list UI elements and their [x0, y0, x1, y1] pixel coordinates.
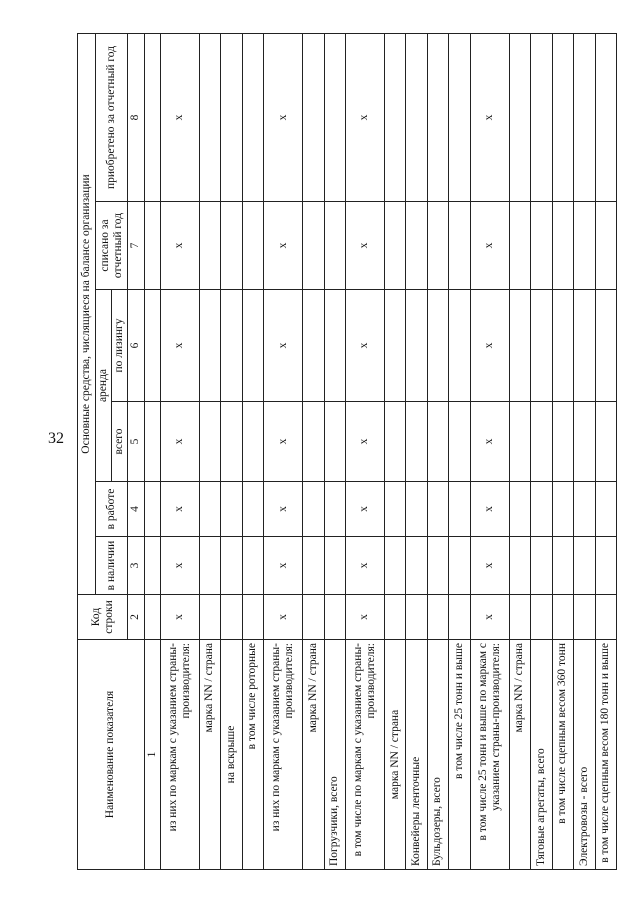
- table-cell: [324, 33, 345, 201]
- table-cell: [406, 595, 427, 640]
- table-cell: [595, 290, 616, 402]
- table-cell: [531, 595, 552, 640]
- table-cell: [384, 33, 405, 201]
- table-cell: [144, 202, 160, 290]
- table-cell: x: [264, 33, 303, 201]
- table-cell: [595, 537, 616, 595]
- table-cell: [242, 33, 263, 201]
- table-cell: [449, 595, 470, 640]
- header-acquired: приобретено за отчетный год: [96, 33, 128, 201]
- table-cell: [427, 595, 448, 640]
- table-cell: [574, 290, 595, 402]
- table-cell: [595, 482, 616, 537]
- table-cell: [303, 402, 324, 482]
- table-row: [531, 33, 552, 869]
- table-cell: [303, 482, 324, 537]
- table-row: [406, 33, 427, 869]
- row-label: марка NN / страна: [303, 640, 324, 870]
- table-cell: [552, 33, 573, 201]
- table-cell: [531, 537, 552, 595]
- table-row: [552, 33, 573, 869]
- row-label: марка NN / страна: [199, 640, 220, 870]
- table-cell: x: [470, 595, 509, 640]
- table-cell: x: [346, 33, 385, 201]
- table-cell: [509, 482, 530, 537]
- table-cell: [595, 402, 616, 482]
- table-row: [574, 33, 595, 869]
- table-cell: x: [160, 402, 199, 482]
- table-cell: [242, 537, 263, 595]
- header-lease: аренда: [96, 290, 112, 482]
- table-cell: [303, 537, 324, 595]
- table-cell: [324, 482, 345, 537]
- column-number: 3: [128, 537, 144, 595]
- table-cell: [324, 595, 345, 640]
- table-cell: [199, 290, 220, 402]
- row-label: из них по маркам с указанием страны-производителя:: [264, 640, 303, 870]
- column-number: 7: [128, 202, 144, 290]
- table-cell: [449, 33, 470, 201]
- table-cell: [427, 537, 448, 595]
- table-cell: [449, 482, 470, 537]
- table-cell: x: [346, 482, 385, 537]
- table-cell: [242, 595, 263, 640]
- table-row: [470, 33, 509, 869]
- table-cell: [199, 595, 220, 640]
- table-cell: [574, 482, 595, 537]
- row-label: в том числе роторные: [242, 640, 263, 870]
- table-cell: [552, 290, 573, 402]
- table-cell: x: [470, 482, 509, 537]
- table-cell: [384, 595, 405, 640]
- table-cell: x: [160, 202, 199, 290]
- table-cell: [449, 402, 470, 482]
- table-cell: [552, 595, 573, 640]
- table-cell: [221, 33, 242, 201]
- table-row: [384, 33, 405, 869]
- table-cell: [324, 537, 345, 595]
- table-cell: [552, 537, 573, 595]
- table-row: [199, 33, 220, 869]
- table-cell: x: [160, 33, 199, 201]
- table-cell: [384, 482, 405, 537]
- table-cell: x: [346, 202, 385, 290]
- table-cell: [221, 537, 242, 595]
- table-row: [221, 33, 242, 869]
- table-cell: x: [346, 290, 385, 402]
- table-cell: [406, 33, 427, 201]
- table-cell: [303, 595, 324, 640]
- table-cell: [303, 290, 324, 402]
- table-cell: [199, 202, 220, 290]
- table-cell: x: [160, 537, 199, 595]
- table-cell: [574, 202, 595, 290]
- header-written-off: списано за отчетный год: [96, 202, 128, 290]
- table-cell: [427, 202, 448, 290]
- table-cell: [199, 402, 220, 482]
- table-cell: [574, 402, 595, 482]
- table-cell: x: [160, 290, 199, 402]
- table-cell: [144, 33, 160, 201]
- row-label: в том числе сцепным весом 360 тонн: [552, 640, 573, 870]
- table-cell: [531, 33, 552, 201]
- table-cell: x: [264, 202, 303, 290]
- table-cell: x: [346, 402, 385, 482]
- table-cell: [199, 537, 220, 595]
- table-cell: [552, 402, 573, 482]
- page-number: 32: [48, 430, 64, 447]
- table-cell: [303, 33, 324, 201]
- table-row: [346, 33, 385, 869]
- table-cell: [427, 33, 448, 201]
- table-cell: [221, 482, 242, 537]
- row-label: Конвейеры ленточные: [406, 640, 427, 870]
- table-row: [427, 33, 448, 869]
- table-cell: [531, 482, 552, 537]
- table-cell: [221, 202, 242, 290]
- table-cell: [242, 482, 263, 537]
- table-cell: [144, 482, 160, 537]
- table-row: [303, 33, 324, 869]
- table-cell: x: [264, 290, 303, 402]
- table-cell: x: [470, 537, 509, 595]
- table-cell: [303, 202, 324, 290]
- table-cell: [144, 290, 160, 402]
- table-cell: [509, 402, 530, 482]
- table-cell: [509, 33, 530, 201]
- row-label: из них по маркам с указанием страны-производителя:: [160, 640, 199, 870]
- row-label: марка NN / страна: [509, 640, 530, 870]
- row-label: марка NN / страна: [384, 640, 405, 870]
- table-cell: x: [160, 595, 199, 640]
- column-number: 4: [128, 482, 144, 537]
- table-cell: [221, 595, 242, 640]
- table-cell: [574, 537, 595, 595]
- table-cell: x: [470, 290, 509, 402]
- row-label: Погрузчики, всего: [324, 640, 345, 870]
- table-row: [449, 33, 470, 869]
- row-label: Электровозы - всего: [574, 640, 595, 870]
- column-number: 1: [144, 640, 160, 870]
- column-number: 5: [128, 402, 144, 482]
- table-cell: [595, 595, 616, 640]
- table-row: [324, 33, 345, 869]
- column-number: 2: [128, 595, 144, 640]
- table-cell: [199, 33, 220, 201]
- header-working: в работе: [96, 482, 128, 537]
- table-cell: [427, 290, 448, 402]
- table-cell: x: [264, 595, 303, 640]
- header-lease-leasing: по лизингу: [112, 290, 128, 402]
- table-cell: [406, 402, 427, 482]
- table-cell: [144, 595, 160, 640]
- table-cell: [449, 537, 470, 595]
- table-cell: [449, 290, 470, 402]
- table-cell: [574, 595, 595, 640]
- table-row: [242, 33, 263, 869]
- table-cell: [595, 33, 616, 201]
- row-label: Бульдозеры, всего: [427, 640, 448, 870]
- row-label: Тяговые агрегаты, всего: [531, 640, 552, 870]
- table-cell: [449, 202, 470, 290]
- table-cell: [242, 202, 263, 290]
- table-row: [264, 33, 303, 869]
- row-label: в том числе сцепным весом 180 тонн и выше: [595, 640, 616, 870]
- table-cell: x: [264, 402, 303, 482]
- header-name: Наименование показателя: [78, 640, 145, 870]
- table-cell: [406, 202, 427, 290]
- table-cell: [242, 402, 263, 482]
- table-cell: [427, 402, 448, 482]
- table-cell: [509, 537, 530, 595]
- table-cell: x: [160, 482, 199, 537]
- table-cell: [552, 482, 573, 537]
- table-cell: x: [346, 595, 385, 640]
- header-available: в наличии: [96, 537, 128, 595]
- table-cell: [531, 290, 552, 402]
- table-cell: x: [264, 482, 303, 537]
- table-cell: [384, 202, 405, 290]
- table-cell: [221, 290, 242, 402]
- rotated-table-wrapper: [77, 34, 617, 870]
- table-cell: [384, 402, 405, 482]
- table-row: [509, 33, 530, 869]
- table-cell: [384, 537, 405, 595]
- table-cell: [531, 202, 552, 290]
- table-cell: [427, 482, 448, 537]
- table-row: [160, 33, 199, 869]
- table-cell: x: [470, 202, 509, 290]
- table-cell: [324, 402, 345, 482]
- row-label: на вскрыше: [221, 640, 242, 870]
- table-cell: [509, 202, 530, 290]
- table-cell: [384, 290, 405, 402]
- table-row: [595, 33, 616, 869]
- table-cell: [531, 402, 552, 482]
- table-cell: [574, 33, 595, 201]
- table-cell: [509, 290, 530, 402]
- table-cell: [324, 202, 345, 290]
- table-cell: x: [346, 537, 385, 595]
- header-lease-total: всего: [112, 402, 128, 482]
- assets-table: [77, 33, 617, 870]
- table-cell: x: [470, 33, 509, 201]
- table-cell: [406, 537, 427, 595]
- table-cell: [199, 482, 220, 537]
- row-label: в том числе по маркам с указанием страны-производителя:: [346, 640, 385, 870]
- table-cell: [221, 402, 242, 482]
- table-cell: [552, 202, 573, 290]
- table-cell: x: [264, 537, 303, 595]
- column-number: 8: [128, 33, 144, 201]
- table-cell: [595, 202, 616, 290]
- table-cell: x: [470, 402, 509, 482]
- table-cell: [509, 595, 530, 640]
- table-cell: [242, 290, 263, 402]
- row-label: в том числе 25 тонн и выше по маркам с указанием страны-производителя:: [470, 640, 509, 870]
- row-label: в том числе 25 тонн и выше: [449, 640, 470, 870]
- table-cell: [144, 402, 160, 482]
- column-number: 6: [128, 290, 144, 402]
- table-cell: [144, 537, 160, 595]
- table-cell: [406, 290, 427, 402]
- header-group: Основные средства, числящиеся на балансе организации: [78, 33, 96, 594]
- table-cell: [324, 290, 345, 402]
- table-cell: [406, 482, 427, 537]
- header-code: Код строки: [78, 595, 128, 640]
